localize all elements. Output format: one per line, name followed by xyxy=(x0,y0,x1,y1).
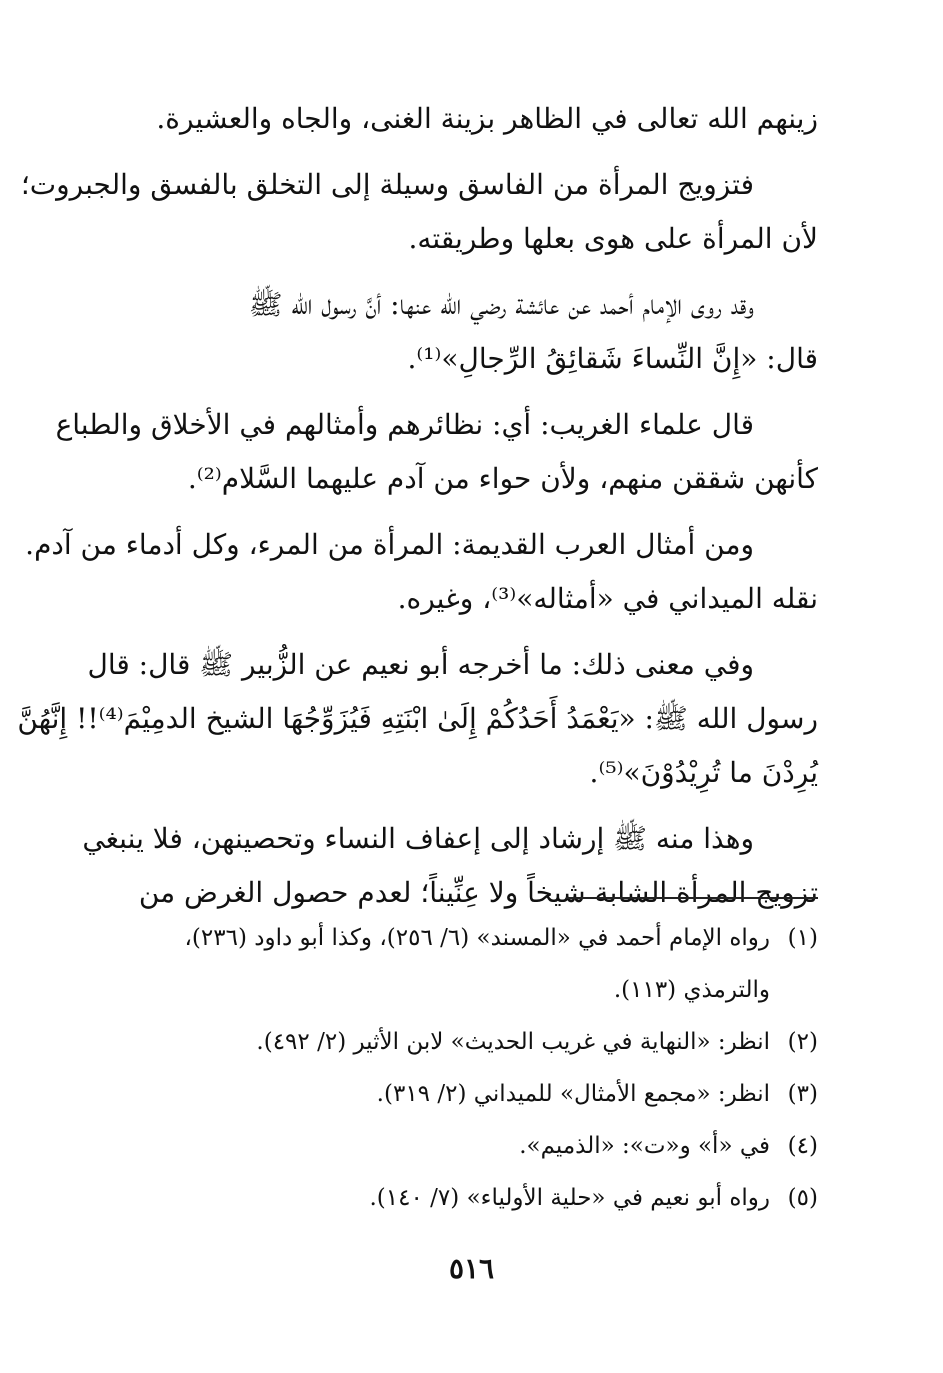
footnote-number: (٣) xyxy=(787,1081,818,1107)
footnote-line xyxy=(100,1172,818,1224)
footnote-text-continued: والترمذي (١١٣). xyxy=(613,977,770,1003)
paragraph-7 xyxy=(82,812,818,920)
paragraph-2 xyxy=(20,158,818,266)
paragraph-4 xyxy=(55,398,818,506)
footnotes xyxy=(100,912,818,1224)
footnote-2 xyxy=(100,1016,818,1068)
footnote-text: رواه أبو نعيم في «حلية الأولياء» (٧/ ١٤٠). xyxy=(369,1185,770,1211)
text-line: وهذا منه ﷺ إرشاد إلى إعفاف النساء وتحصينهن، فلا ينبغي xyxy=(82,822,754,855)
text-line: زينهم الله تعالى في الظاهر بزينة الغنى، والجاه والعشيرة. xyxy=(156,102,818,135)
text-line: وقد روى الإمام أحمد عن عائشة رضي الله عنها: أنَّ رسول الله ﷺ xyxy=(248,288,754,321)
footnote-line xyxy=(100,1068,818,1120)
text-line: تزويج المرأة الشابة شيخاً ولا عِنِّيناً؛ لعدم حصول الغرض من xyxy=(138,876,818,909)
footnote-line xyxy=(100,1120,818,1172)
footnote-number: (٤) xyxy=(787,1133,818,1159)
text-line: كأنهن شققن منهم، ولأن حواء من آدم عليهما السَّلام⁽²⁾. xyxy=(187,462,818,495)
text-line: فتزويج المرأة من الفاسق وسيلة إلى التخلق بالفسق والجبروت؛ xyxy=(20,168,754,201)
paragraph-5 xyxy=(25,518,818,626)
footnote-number: (٥) xyxy=(787,1185,818,1211)
footnote-text: انظر: «مجمع الأمثال» للميداني (٢/ ٣١٩). xyxy=(376,1081,770,1107)
paragraph-6 xyxy=(17,638,818,800)
paragraph-3 xyxy=(100,278,818,386)
footnote-5 xyxy=(100,1172,818,1224)
footnote-1 xyxy=(100,912,818,1016)
footnote-number: (١) xyxy=(787,925,818,951)
text-line: رسول الله ﷺ: «يَعْمَدُ أَحَدُكُمْ إِلَىٰ ابْنَتِهِ فَيُزَوِّجُهَا الشيخ الدمِيْمَ⁽⁴⁾!! إِنَّهُنَّ xyxy=(17,702,818,735)
text-line: قال علماء الغريب: أي: نظائرهم وأمثالهم في الأخلاق والطباع xyxy=(55,408,754,441)
footnote-text: في «أ» و«ت»: «الذميم». xyxy=(519,1133,770,1159)
footnote-separator xyxy=(566,897,818,899)
main-text xyxy=(17,92,818,920)
footnote-4 xyxy=(100,1120,818,1172)
page-number: ٥١٦ xyxy=(448,1252,495,1285)
text-line: يُرِدْنَ ما تُرِيْدُوْنَ»⁽⁵⁾. xyxy=(589,756,818,789)
paragraph-1 xyxy=(100,92,818,146)
text-line: وفي معنى ذلك: ما أخرجه أبو نعيم عن الزُّبير ﷺ قال: قال xyxy=(87,648,754,681)
footnote-text: رواه الإمام أحمد في «المسند» (٦/ ٢٥٦)، وكذا أبو داود (٢٣٦)، xyxy=(184,925,770,951)
text-line: قال: «إِنَّ النِّساءَ شَقائِقُ الرِّجالِ»⁽¹⁾. xyxy=(407,342,818,375)
footnote-line xyxy=(100,1016,818,1068)
text-line: نقله الميداني في «أمثاله»⁽³⁾، وغيره. xyxy=(397,582,818,615)
text-line: ومن أمثال العرب القديمة: المرأة من المرء، وكل أدماء من آدم. xyxy=(25,528,754,561)
text-line: لأن المرأة على هوى بعلها وطريقته. xyxy=(408,222,818,255)
footnote-3 xyxy=(100,1068,818,1120)
footnote-line xyxy=(100,912,818,964)
footnote-text: انظر: «النهاية في غريب الحديث» لابن الأثير (٢/ ٤٩٢). xyxy=(256,1029,770,1055)
footnote-number: (٢) xyxy=(787,1029,818,1055)
